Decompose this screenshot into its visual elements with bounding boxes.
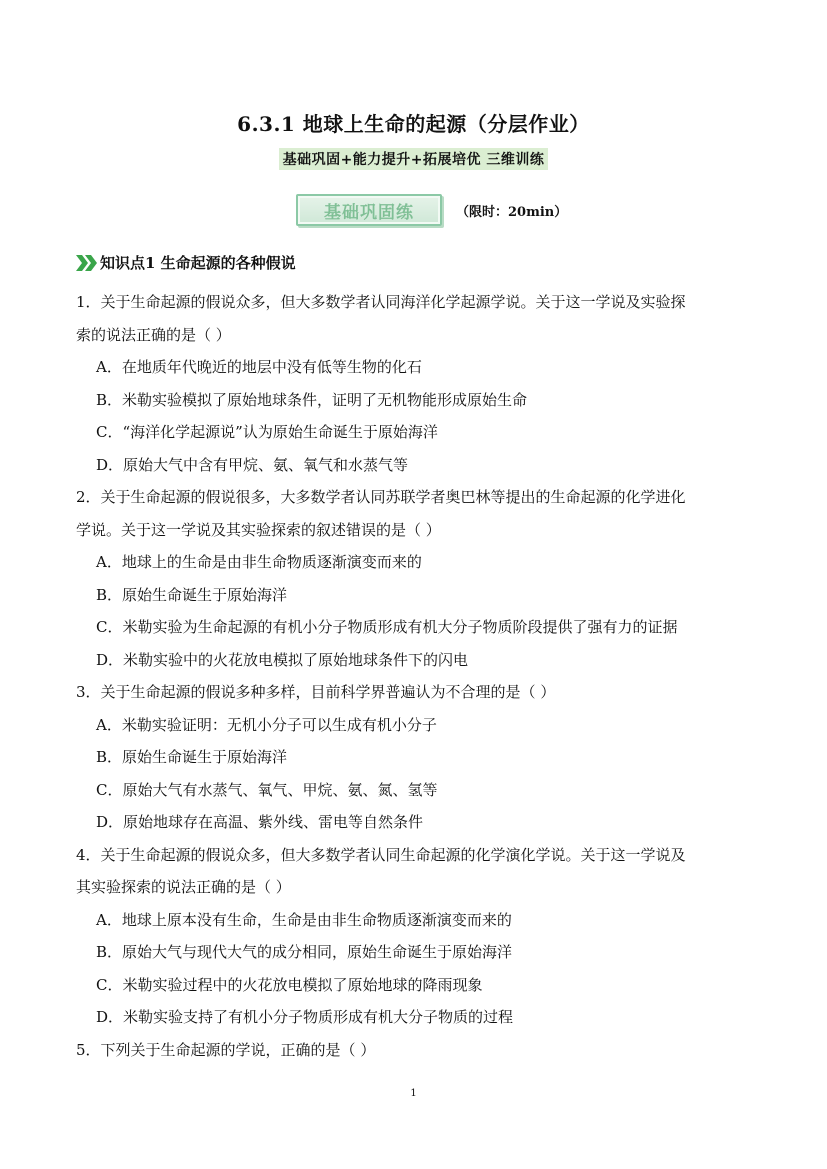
page-title: 6.3.1 地球上生命的起源（分层作业）	[237, 112, 590, 136]
answer-option: D．米勒实验支持了有机小分子物质形成有机大分子物质的过程	[96, 1008, 514, 1026]
subtitle: 基础巩固+能力提升+拓展培优 三维训练	[279, 148, 549, 170]
answer-option: A．地球上的生命是由非生命物质逐渐演变而来的	[96, 553, 422, 571]
knowledge-point-label: 知识点1 生命起源的各种假说	[100, 254, 296, 272]
double-chevron-icon	[76, 255, 98, 271]
subtitle-wrap	[0, 148, 827, 170]
answer-option: C．米勒实验为生命起源的有机小分子物质形成有机大分子物质阶段提供了强有力的证据	[96, 618, 678, 636]
question-stem-line: 3．关于生命起源的假说多种多样，目前科学界普遍认为不合理的是（ ）	[76, 683, 556, 701]
answer-option: D．原始大气中含有甲烷、氨、氧气和水蒸气等	[96, 455, 409, 474]
question-stem-line: 5．下列关于生命起源的学说，正确的是（ ）	[76, 1040, 376, 1059]
answer-option: B．原始生命诞生于原始海洋	[96, 585, 288, 604]
badge-row	[296, 192, 567, 228]
answer-option: C．原始大气有水蒸气、氧气、甲烷、氨、氮、氢等	[96, 780, 438, 799]
section-badge: 基础巩固练	[296, 194, 442, 226]
question-block	[76, 481, 756, 676]
question-stem-line: 索的说法正确的是（ ）	[76, 325, 231, 344]
question-block	[76, 1034, 756, 1067]
knowledge-point-heading	[76, 252, 296, 273]
answer-option: C．米勒实验过程中的火花放电模拟了原始地球的降雨现象	[96, 975, 483, 994]
answer-option: D．米勒实验中的火花放电模拟了原始地球条件下的闪电	[96, 650, 469, 669]
answer-option: D．原始地球存在高温、紫外线、雷电等自然条件	[96, 813, 424, 831]
question-stem-line: 1．关于生命起源的假说众多，但大多数学者认同海洋化学起源学说。关于这一学说及实验探	[76, 293, 686, 311]
question-stem-line: 2．关于生命起源的假说很多，大多数学者认同苏联学者奥巴林等提出的生命起源的化学进化	[76, 488, 686, 506]
answer-option: C．“海洋化学起源说”认为原始生命诞生于原始海洋	[96, 423, 438, 441]
answer-option: A．地球上原本没有生命，生命是由非生命物质逐渐演变而来的	[96, 910, 512, 929]
question-block	[76, 286, 756, 481]
answer-option: B．米勒实验模拟了原始地球条件，证明了无机物能形成原始生命	[96, 390, 528, 409]
answer-option: B．原始大气与现代大气的成分相同，原始生命诞生于原始海洋	[96, 943, 513, 961]
answer-option: A．在地质年代晚近的地层中没有低等生物的化石	[96, 358, 422, 376]
answer-option: B．原始生命诞生于原始海洋	[96, 748, 288, 766]
page-number: 1	[410, 1088, 417, 1099]
question-stem-line: 学说。关于这一学说及其实验探索的叙述错误的是（ ）	[76, 520, 441, 539]
question-stem-line: 其实验探索的说法正确的是（ ）	[76, 878, 291, 896]
time-limit: （限时：20min）	[456, 204, 568, 220]
question-block	[76, 839, 756, 1034]
answer-option: A．米勒实验证明：无机小分子可以生成有机小分子	[96, 715, 437, 734]
question-block	[76, 676, 756, 839]
question-list	[76, 286, 756, 1066]
question-stem-line: 4．关于生命起源的假说众多，但大多数学者认同生命起源的化学演化学说。关于这一学说及	[76, 845, 686, 864]
